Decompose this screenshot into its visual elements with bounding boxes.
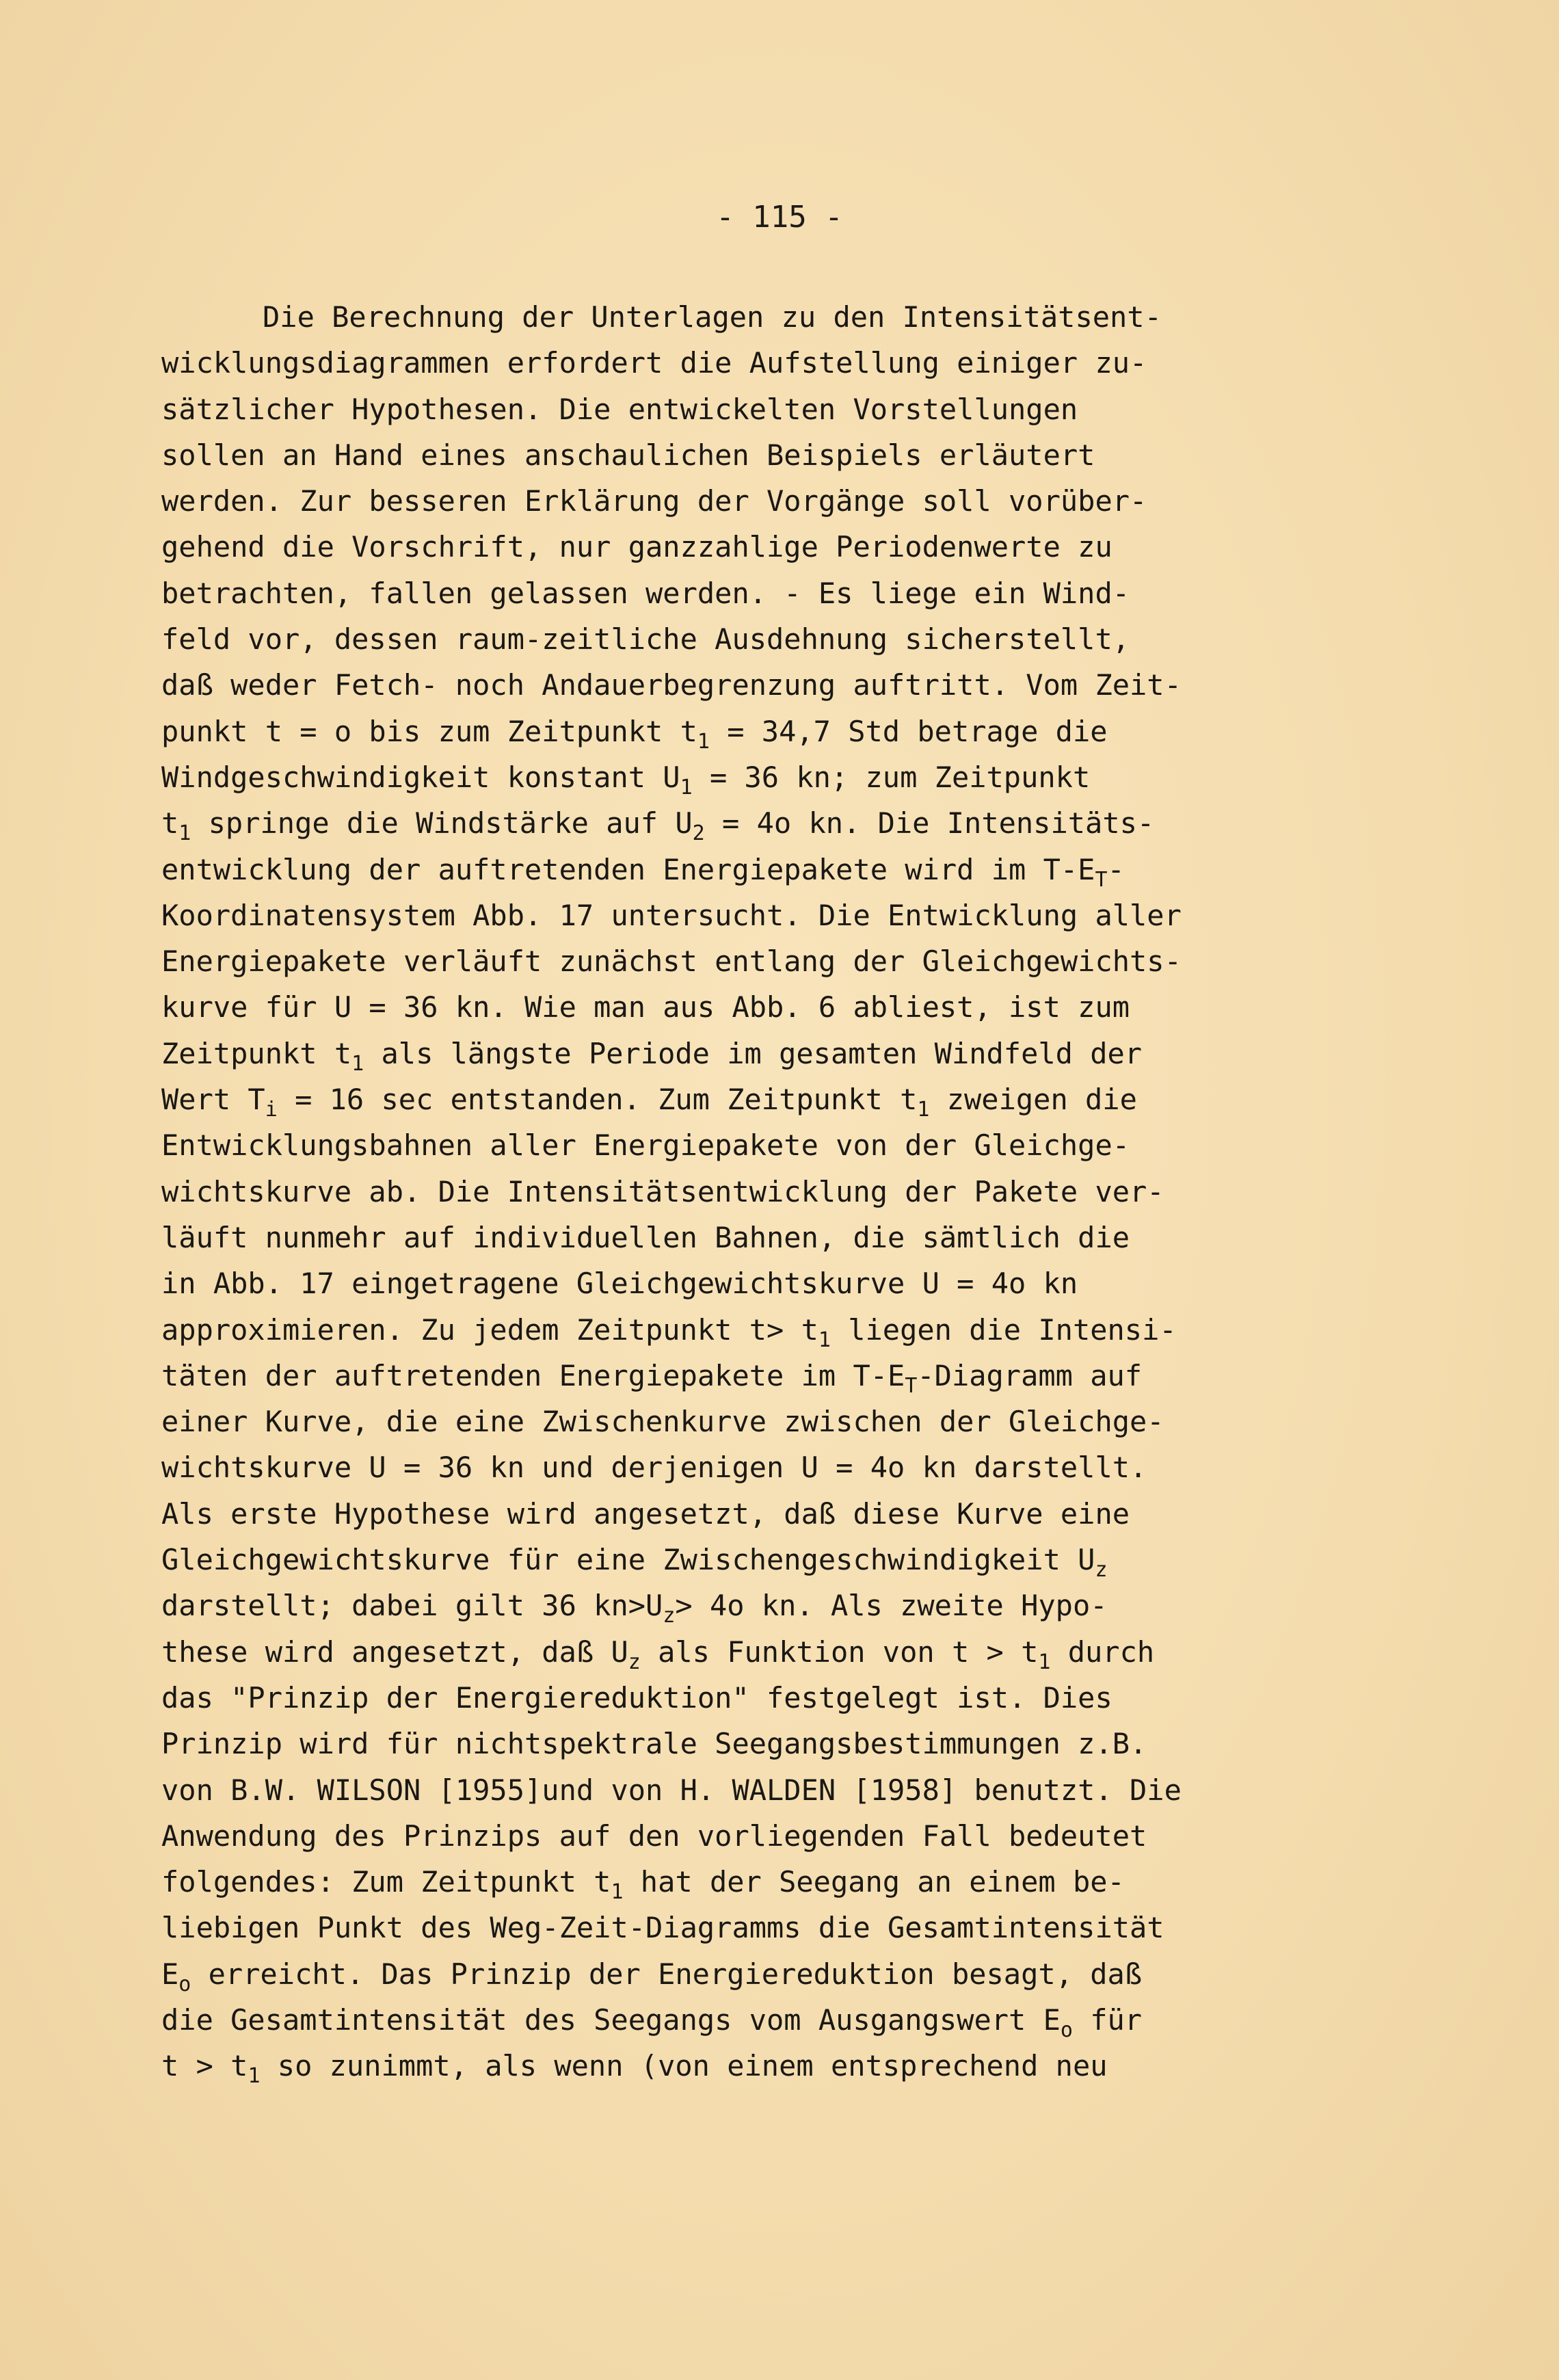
text-run: gehend die Vorschrift, nur ganzzahlige Periodenwerte zu <box>161 530 1112 564</box>
text-line <box>161 800 1283 846</box>
text-line <box>161 294 1283 340</box>
text-run: Koordinatensystem Abb. 17 untersucht. Die Entwicklung aller <box>161 898 1182 932</box>
text-line <box>161 938 1283 984</box>
text-line <box>161 1122 1283 1168</box>
text-line <box>161 340 1283 386</box>
subscript: 1 <box>351 1051 364 1076</box>
text-line <box>161 1031 1283 1076</box>
text-run: als Funktion von t > t <box>640 1635 1039 1669</box>
text-run: einer Kurve, die eine Zwischenkurve zwischen der Gleichge- <box>161 1405 1164 1439</box>
text-run: feld vor, dessen raum-zeitliche Ausdehnung sicherstellt, <box>161 622 1130 657</box>
subscript: i <box>265 1098 278 1122</box>
text-run: hat der Seegang an einem be- <box>623 1865 1125 1899</box>
text-line <box>161 1076 1283 1122</box>
text-run: darstellt; dabei gilt 36 kn>U <box>161 1589 663 1623</box>
subscript: T <box>1095 867 1108 892</box>
text-run: erreicht. Das Prinzip der Energiereduktion besagt, daß <box>191 1957 1143 1991</box>
text-run: als längste Periode im gesamten Windfeld der <box>364 1036 1143 1070</box>
text-run: werden. Zur besseren Erklärung der Vorgänge soll vorüber- <box>161 484 1147 518</box>
subscript: 1 <box>680 775 693 799</box>
text-run: folgendes: Zum Zeitpunkt t <box>161 1865 611 1899</box>
text-run: Die Berechnung der Unterlagen zu den Intensitätsent- <box>263 300 1162 334</box>
text-run: = 34,7 Std betrage die <box>709 714 1108 748</box>
text-run: Windgeschwindigkeit konstant U <box>161 760 680 794</box>
text-run: = 16 sec entstanden. Zum Zeitpunkt t <box>277 1083 918 1117</box>
text-line <box>161 2043 1283 2089</box>
text-run: für <box>1072 2002 1143 2037</box>
text-run: Zeitpunkt t <box>161 1036 352 1070</box>
text-run: so zunimmt, als wenn (von einem entsprechend neu <box>260 2049 1108 2083</box>
text-run: läuft nunmehr auf individuellen Bahnen, die sämtlich die <box>161 1220 1130 1254</box>
text-line <box>161 847 1283 892</box>
text-line <box>161 1307 1283 1353</box>
text-line <box>161 1721 1283 1767</box>
text-run: durch <box>1050 1635 1155 1669</box>
subscript: T <box>905 1373 918 1398</box>
subscript: o <box>1060 2018 1073 2042</box>
text-run: von B.W. WILSON [1955]und von H. WALDEN [1958] benutzt. Die <box>161 1773 1182 1807</box>
text-line <box>161 616 1283 662</box>
text-run: in Abb. 17 eingetragene Gleichgewichtskurve U = 4o kn <box>161 1267 1078 1301</box>
text-run: = 4o kn. Die Intensitäts- <box>704 806 1155 841</box>
subscript: 1 <box>917 1098 930 1122</box>
text-line <box>161 524 1283 570</box>
text-line <box>161 1767 1283 1813</box>
subscript: 1 <box>248 2064 261 2089</box>
text-run: punkt t = o bis zum Zeitpunkt t <box>161 714 697 748</box>
text-run: -Diagramm auf <box>917 1358 1143 1392</box>
text-run: täten der auftretenden Energiepakete im T-E <box>161 1358 905 1392</box>
text-line <box>161 1997 1283 2043</box>
text-line <box>161 386 1283 432</box>
text-run: kurve für U = 36 kn. Wie man aus Abb. 6 abliest, ist zum <box>161 990 1130 1024</box>
body-text <box>161 294 1283 2089</box>
subscript: 1 <box>697 729 710 754</box>
subscript: 1 <box>818 1327 831 1352</box>
text-run: Gleichgewichtskurve für eine Zwischengeschwindigkeit U <box>161 1543 1095 1577</box>
subscript: 1 <box>611 1880 624 1905</box>
text-run: - <box>1107 852 1125 886</box>
text-line <box>161 1444 1283 1490</box>
text-line <box>161 1905 1283 1951</box>
text-line <box>161 1169 1283 1215</box>
text-run: wichtskurve ab. Die Intensitätsentwicklung der Pakete ver- <box>161 1174 1164 1208</box>
text-run: Entwicklungsbahnen aller Energiepakete von der Gleichge- <box>161 1128 1130 1163</box>
text-line <box>161 1491 1283 1537</box>
text-run: liebigen Punkt des Weg-Zeit-Diagramms die Gesamtintensität <box>161 1911 1164 1945</box>
text-line <box>161 1260 1283 1306</box>
text-run: sollen an Hand eines anschaulichen Beispiels erläutert <box>161 438 1095 472</box>
text-line <box>161 892 1283 938</box>
text-run: das "Prinzip der Energiereduktion" festgelegt ist. Dies <box>161 1680 1112 1715</box>
text-run: die Gesamtintensität des Seegangs vom Ausgangswert E <box>161 2002 1061 2037</box>
text-run: Als erste Hypothese wird angesetzt, daß diese Kurve eine <box>161 1496 1130 1531</box>
text-run: t <box>161 806 179 841</box>
text-line <box>161 1859 1283 1905</box>
text-run: springe die Windstärke auf U <box>191 806 693 841</box>
subscript: z <box>663 1604 676 1628</box>
text-run: Anwendung des Prinzips auf den vorliegenden Fall bedeutet <box>161 1819 1147 1853</box>
page-number: - 115 - <box>716 200 843 235</box>
text-line <box>161 1537 1283 1583</box>
subscript: z <box>628 1650 641 1674</box>
text-line <box>161 1675 1283 1721</box>
text-run: wicklungsdiagrammen erfordert die Aufstellung einiger zu- <box>161 346 1147 380</box>
subscript: 1 <box>1038 1650 1051 1674</box>
text-line <box>161 1951 1283 1997</box>
subscript: o <box>178 1972 191 1996</box>
text-run: betrachten, fallen gelassen werden. - Es liege ein Wind- <box>161 576 1130 610</box>
text-run: approximieren. Zu jedem Zeitpunkt t> t <box>161 1312 818 1347</box>
text-line <box>161 1583 1283 1628</box>
text-line <box>161 1215 1283 1260</box>
text-run: zweigen die <box>929 1083 1137 1117</box>
text-run: sätzlicher Hypothesen. Die entwickelten Vorstellungen <box>161 392 1078 426</box>
text-line <box>161 570 1283 616</box>
text-run: > 4o kn. Als zweite Hypo- <box>675 1589 1108 1623</box>
text-line <box>161 478 1283 524</box>
subscript: 1 <box>178 821 191 846</box>
text-run: these wird angesetzt, daß U <box>161 1635 628 1669</box>
text-line <box>161 1629 1283 1675</box>
text-run: Wert T <box>161 1083 265 1117</box>
text-run: t > t <box>161 2049 248 2083</box>
text-run: daß weder Fetch- noch Andauerbegrenzung auftritt. Vom Zeit- <box>161 668 1182 702</box>
text-line <box>161 1813 1283 1859</box>
subscript: 2 <box>692 821 705 846</box>
text-line <box>161 754 1283 800</box>
text-run: Prinzip wird für nichtspektrale Seegangsbestimmungen z.B. <box>161 1727 1147 1761</box>
text-run: = 36 kn; zum Zeitpunkt <box>692 760 1091 794</box>
text-run: wichtskurve U = 36 kn und derjenigen U = 4o kn darstellt. <box>161 1451 1147 1485</box>
text-run: E <box>161 1957 179 1991</box>
text-line <box>161 984 1283 1030</box>
text-run: liegen die Intensi- <box>830 1312 1177 1347</box>
text-line <box>161 709 1283 754</box>
text-run: Energiepakete verläuft zunächst entlang der Gleichgewichts- <box>161 944 1182 979</box>
subscript: z <box>1095 1558 1108 1583</box>
text-run: entwicklung der auftretenden Energiepakete wird im T-E <box>161 852 1095 886</box>
text-line <box>161 432 1283 478</box>
text-line <box>161 1353 1283 1399</box>
text-line <box>161 662 1283 708</box>
text-line <box>161 1399 1283 1444</box>
